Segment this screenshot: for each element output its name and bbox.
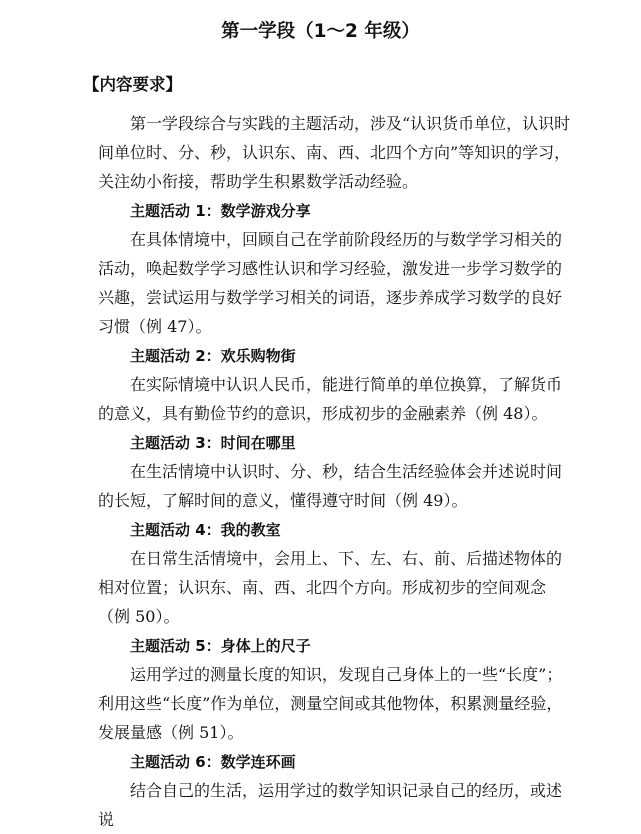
activity-body: 在具体情境中，回顾自己在学前阶段经历的与数学学习相关的活动，唤起数学学习感性认识和学习经验，激发进一步学习数学的兴趣，尝试运用与数学学习相关的词语，逐步养成学习数学的良好习惯（例 47）。 — [98, 230, 563, 336]
page-title: 第一学段（1～2 年级） — [221, 21, 420, 42]
activity-5 — [98, 632, 575, 747]
activity-4 — [98, 516, 575, 631]
activity-title: 主题活动 3：时间在哪里 — [130, 434, 296, 452]
activity-text — [98, 225, 575, 341]
activity-title: 主题活动 1：数学游戏分享 — [130, 202, 311, 220]
activity-body: 在日常生活情境中，会用上、下、左、右、前、后描述物体的相对位置；认识东、南、西、北四个方向。形成初步的空间观念（例 50）。 — [98, 549, 563, 626]
activity-2 — [98, 342, 575, 428]
activity-title: 主题活动 2：欢乐购物街 — [130, 347, 296, 365]
activity-text — [98, 457, 575, 515]
activity-3 — [98, 429, 575, 515]
activity-6 — [98, 748, 575, 834]
activity-1 — [98, 197, 575, 341]
activity-text — [98, 544, 575, 631]
activity-title: 主题活动 5：身体上的尺子 — [130, 637, 311, 655]
activity-body: 结合自己的生活，运用学过的数学知识记录自己的经历，或述说 — [98, 781, 563, 829]
activity-body: 在实际情境中认识人民币，能进行简单的单位换算，了解货币的意义，具有勤俭节约的意识，形成初步的金融素养（例 48）。 — [98, 375, 563, 423]
activity-title: 主题活动 4：我的教室 — [130, 521, 281, 539]
section-heading: 【内容要求】 — [83, 75, 182, 94]
activity-text — [98, 370, 575, 428]
intro-text: 第一学段综合与实践的主题活动，涉及“认识货币单位，认识时间单位时、分、秒，认识东、南、西、北四个方向”等知识的学习，关注幼小衔接，帮助学生积累数学活动经验。 — [98, 114, 571, 191]
activity-body: 运用学过的测量长度的知识，发现自己身体上的一些“长度”；利用这些“长度”作为单位，测量空间或其他物体，积累测量经验，发展量感（例 51）。 — [98, 665, 563, 742]
activity-body: 在生活情境中认识时、分、秒，结合生活经验体会并述说时间的长短，了解时间的意义，懂得遵守时间（例 49）。 — [98, 462, 563, 510]
activity-text — [98, 660, 575, 747]
activity-title: 主题活动 6：数学连环画 — [130, 753, 296, 771]
intro-paragraph — [98, 109, 575, 196]
activity-text — [98, 776, 575, 834]
